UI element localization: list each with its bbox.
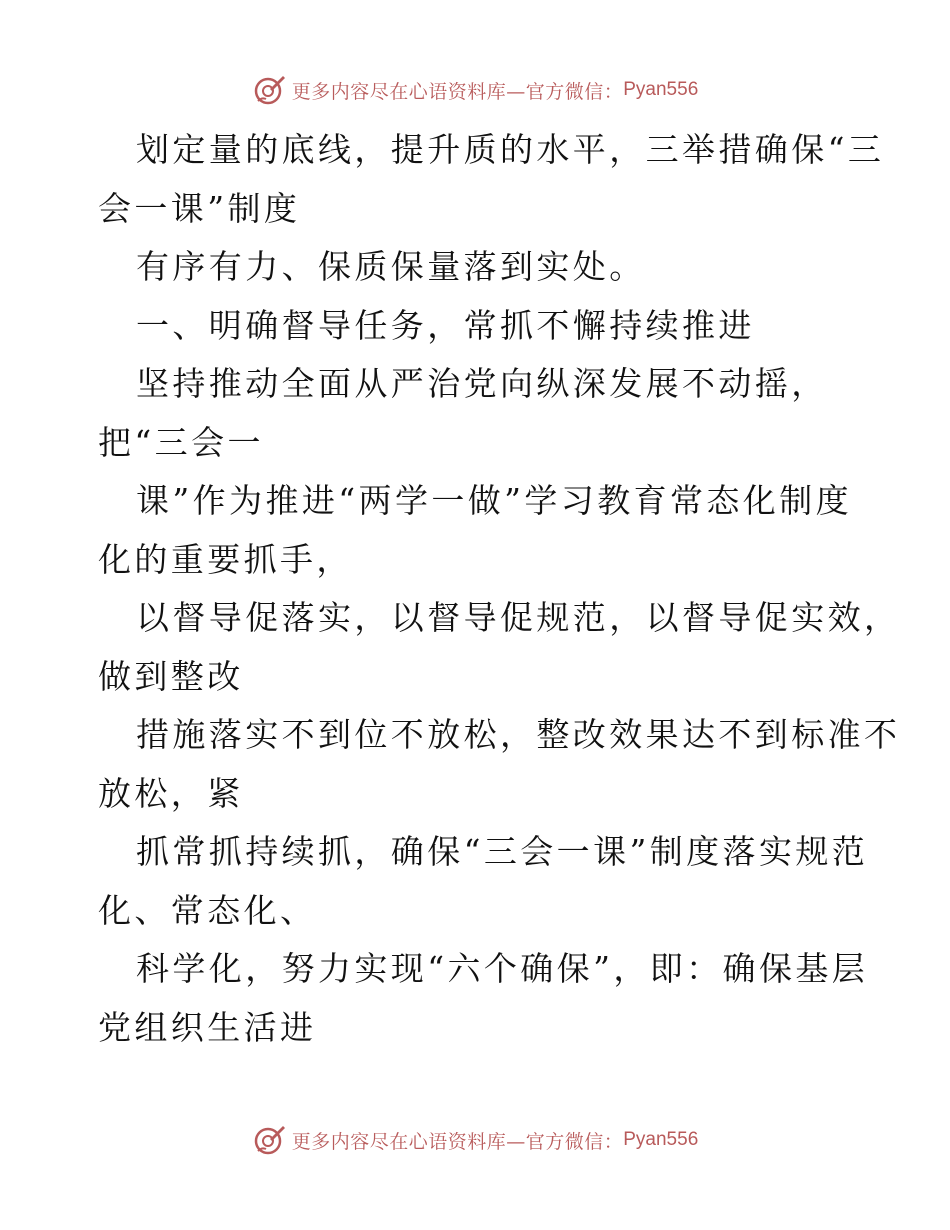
pen-logo-icon [252, 73, 286, 107]
body-line: 以督导促落实，以督导促规范，以督导促实效， [136, 598, 901, 637]
body-line: 放松，紧 [98, 773, 244, 813]
section-heading: 一、明确督导任务，常抓不懈持续推进 [136, 305, 755, 345]
body-line: 化的重要抓手， [98, 539, 353, 579]
header-banner [0, 70, 950, 110]
body-line: 抓常抓持续抓，确保“三会一课”制度落实规范 [136, 832, 869, 871]
body-line: 划定量的底线，提升质的水平，三举措确保“三 [136, 130, 885, 169]
header-banner-wechat-id: Pyan556 [623, 79, 699, 100]
body-line: 科学化，努力实现“六个确保”，即：确保基层 [136, 949, 869, 988]
footer-banner [0, 1120, 950, 1160]
body-line: 会一课”制度 [98, 188, 301, 228]
header-banner-text: 更多内容尽在心语资料库—官方微信： [291, 80, 624, 103]
body-line: 做到整改 [98, 656, 244, 696]
body-line: 措施落实不到位不放松，整改效果达不到标准不 [136, 715, 901, 754]
body-line: 有序有力、保质保量落到实处。 [136, 247, 646, 286]
footer-banner-text: 更多内容尽在心语资料库—官方微信： [291, 1130, 624, 1153]
footer-banner-wechat-id: Pyan556 [623, 1129, 699, 1150]
body-line: 把“三会一 [98, 422, 264, 462]
body-line: 坚持推动全面从严治党向纵深发展不动摇， [136, 364, 828, 403]
body-line: 党组织生活进 [98, 1007, 317, 1047]
document-body [98, 121, 901, 1057]
body-line: 化、常态化、 [98, 890, 317, 930]
body-line: 课”作为推进“两学一做”学习教育常态化制度 [136, 481, 853, 520]
pen-logo-icon [252, 1123, 286, 1157]
